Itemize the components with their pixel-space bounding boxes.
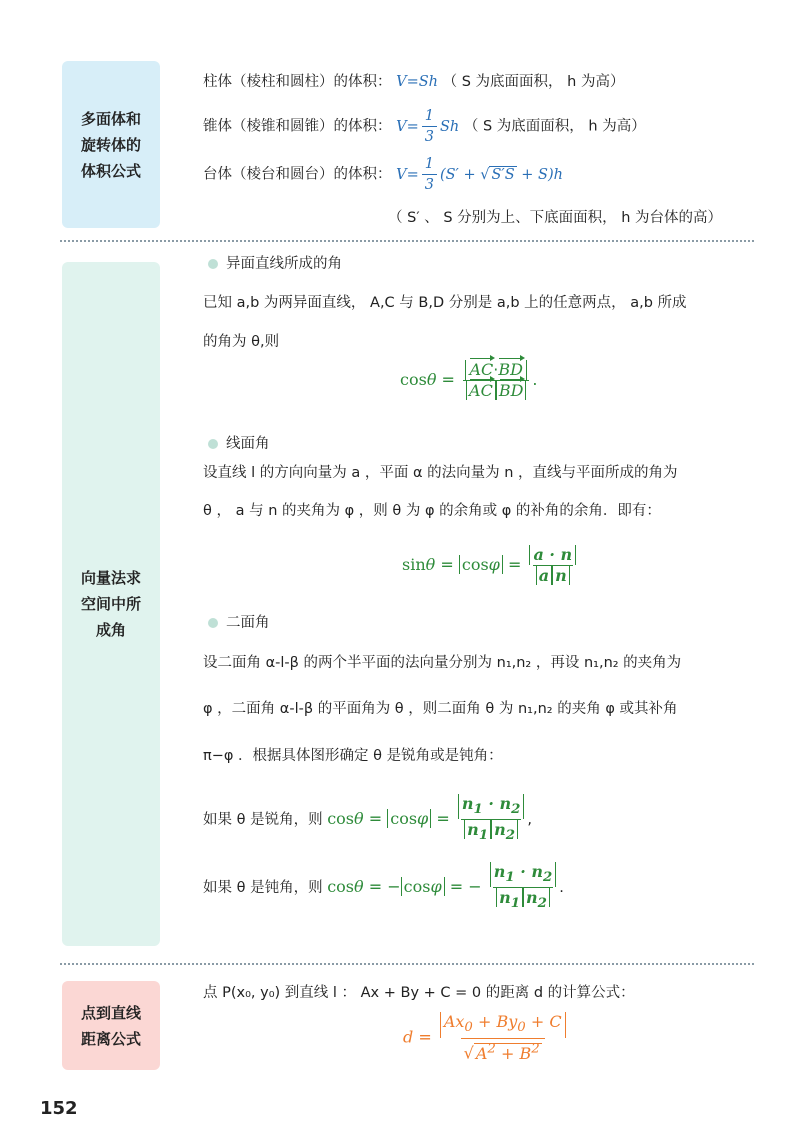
heading-dihedral [208, 611, 270, 632]
line-plane-formula: sinθ = cosφ = $\frac{a \cdot n}{\text{a n}}$ [402, 545, 579, 586]
heading-text: 二面角 [226, 615, 270, 631]
page-number: 152 [40, 1098, 78, 1119]
pyramid-note: （ S 为底面面积， h 为高） [463, 118, 646, 135]
paragraph: 设二面角 α-l-β 的两个半平面的法向量分别为 n₁,n₂ ，再设 n₁,n₂ 的夹角为 [203, 655, 682, 671]
section-divider [60, 963, 754, 965]
acute-formula: cosθ = cosφ = $\frac{n_1 \cdot n_2}{n_1 n_2}$ [327, 809, 527, 828]
frustum-note: （ S′ 、 S 分别为上、下底面面积， h 为台体的高） [388, 210, 723, 226]
heading-skew-lines [208, 252, 342, 273]
acute-case: 如果 θ 是锐角，则 cosθ = cosφ = $\frac{n_1 \cdot n_2}{n_1 n_2}$ , [203, 794, 532, 844]
obtuse-formula: cosθ = − cosφ = − $\frac{n_1 \cdot n_2}{n_1 n_2}$ [327, 877, 559, 896]
pyramid-formula: V= $\frac{1}{3}$ Sh [396, 108, 460, 145]
tag-vector-angles [62, 262, 160, 946]
tag-line: 距离公式 [80, 1029, 141, 1048]
tag-line: 空间中所 [80, 595, 141, 613]
tag-line: 点到直线 [80, 1003, 141, 1022]
obtuse-prefix: 如果 θ 是钝角，则 [203, 880, 323, 897]
obtuse-case: 如果 θ 是钝角，则 cosθ = − cosφ = − $\frac{n_1 \cdot n_2}{n_1 n_2}$ . [203, 862, 564, 912]
tag-point-line-distance [62, 981, 160, 1070]
tag-line: 成角 [95, 621, 126, 639]
bullet-icon [208, 259, 218, 269]
prism-volume-line [203, 70, 624, 91]
paragraph: φ ，二面角 α-l-β 的平面角为 θ ，则二面角 θ 为 n₁,n₂ 的夹角 φ 或其补角 [203, 701, 678, 717]
tag-volume-formulas [62, 61, 160, 228]
heading-text: 线面角 [226, 436, 270, 452]
frustum-volume-line [203, 154, 563, 195]
prism-label: 柱体（棱柱和圆柱）的体积： [203, 74, 392, 90]
distance-description: 点 P(x₀, y₀) 到直线 l ： Ax + By + C = 0 的距离 d 的计算公式： [203, 985, 635, 1001]
tag-line: 多面体和 [80, 109, 141, 128]
prism-note: （ S 为底面面积， h 为高） [442, 74, 625, 90]
prism-formula: V=Sh [396, 74, 439, 90]
paragraph: θ ， a 与 n 的夹角为 φ ，则 θ 为 φ 的余角或 φ 的补角的余角．即有： [203, 503, 661, 519]
bullet-icon [208, 439, 218, 449]
pyramid-volume-line [203, 106, 646, 147]
section-divider [60, 240, 754, 242]
heading-text: 异面直线所成的角 [226, 256, 342, 272]
paragraph: 已知 a,b 为两异面直线， A,C 与 B,D 分别是 a,b 上的任意两点， a,b 所成 [203, 295, 687, 311]
paragraph: 的角为 θ,则 [203, 334, 280, 350]
frustum-label: 台体（棱台和圆台）的体积： [203, 166, 392, 183]
tag-line: 旋转体的 [80, 135, 141, 154]
paragraph: 设直线 l 的方向向量为 a ，平面 α 的法向量为 n ，直线与平面所成的角为 [203, 465, 678, 481]
heading-line-plane [208, 432, 270, 453]
distance-formula: d = $\frac{Ax_0 + By_0 + C}{√ A^2 + B^2}$ [403, 1012, 569, 1064]
bullet-icon [208, 618, 218, 628]
skew-angle-formula: cosθ = $\frac{AC\cdot BD}{\text{AC BD}}$ . [400, 360, 538, 400]
pyramid-label: 锥体（棱锥和圆锥）的体积： [203, 118, 392, 135]
frustum-formula: V= $\frac{1}{3}$ (S′ + √ S′S + S)h [396, 156, 563, 193]
paragraph: π−φ ．根据具体图形确定 θ 是锐角或是钝角： [203, 748, 503, 764]
tag-line: 体积公式 [80, 161, 141, 180]
tag-line: 向量法求 [80, 569, 141, 587]
acute-prefix: 如果 θ 是锐角，则 [203, 812, 323, 829]
